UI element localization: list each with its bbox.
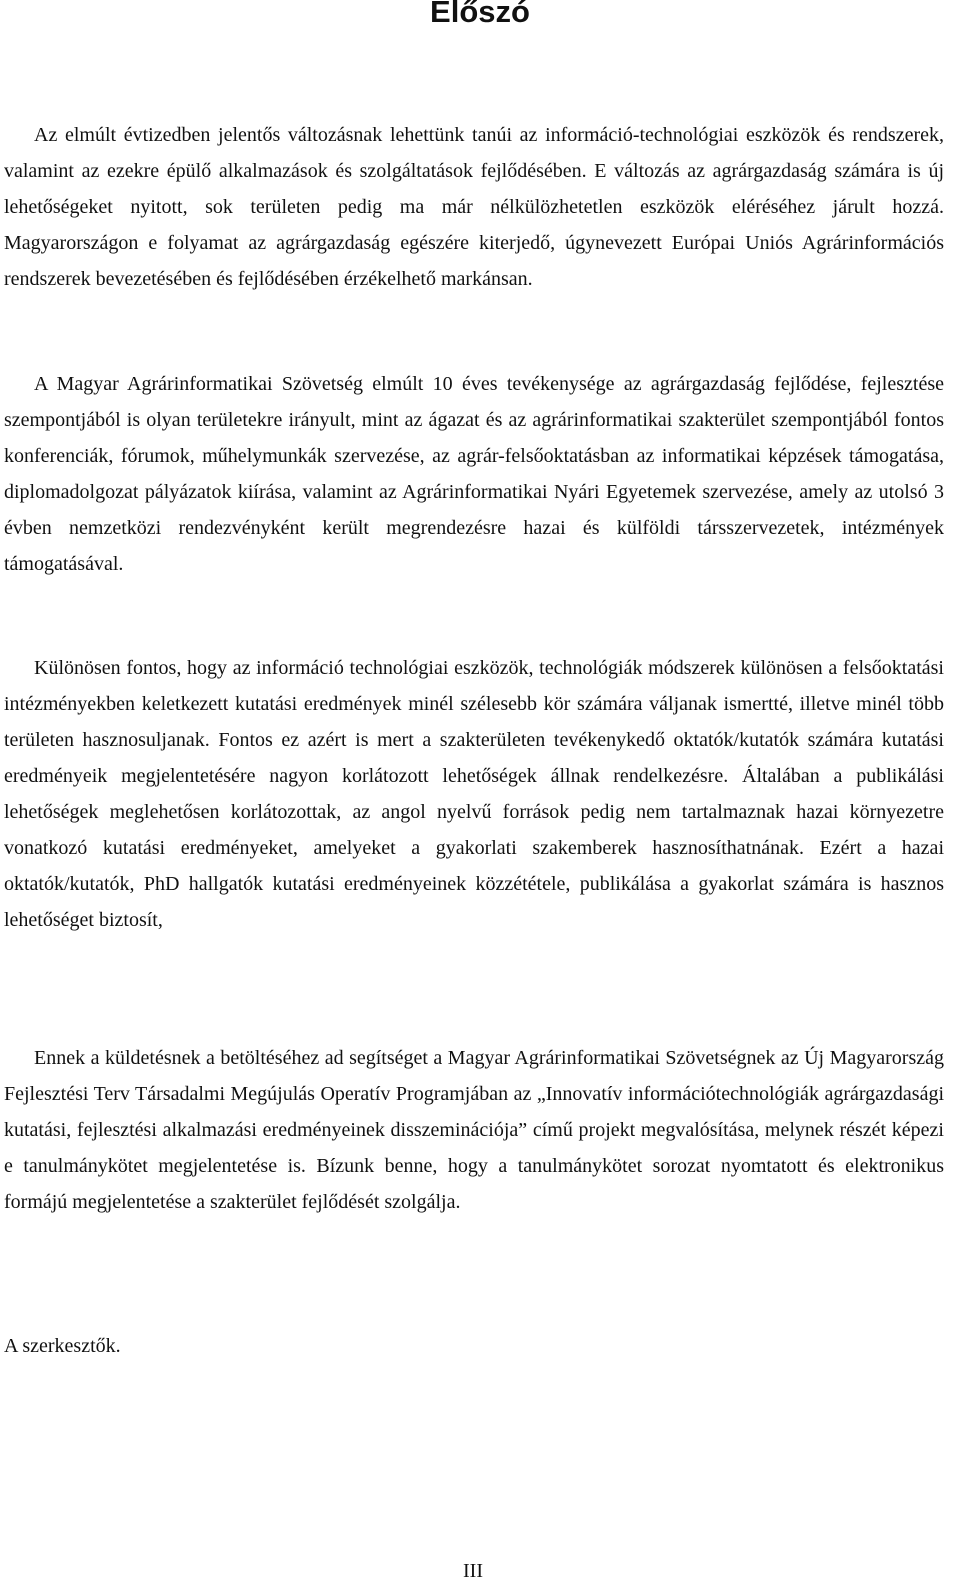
- page-title: Előszó: [430, 0, 530, 29]
- paragraph-importance: Különösen fontos, hogy az információ technológiai eszközök, technológiák módszerek különösen a felsőoktatási intézményekben keletkezett kutatási eredmények minél szélesebb kör számára váljanak ismertté, illetve minél több területen hasznosuljanak. Fontos ez azért is mert a szakterületen tevékenykedő oktatók/kutatók számára kutatási eredményeik megjelentetésére nagyon korlátozott lehetőségek állnak rendelkezésre. Általában a publikálási lehetőségek meglehetősen korlátozottak, az angol nyelvű források pedig nem tartalmaznak hazai környezetre vonatkozó kutatási eredményeket, amelyeket a gyakorlati szakemberek hasznosíthatnának. Ezért a hazai oktatók/kutatók, PhD hallgatók kutatási eredményeinek közzététele, publikálása a gyakorlat számára is hasznos lehetőséget biztosít,: [4, 657, 944, 931]
- signature: A szerkesztők.: [4, 1335, 121, 1357]
- paragraph-association: A Magyar Agrárinformatikai Szövetség elmúlt 10 éves tevékenysége az agrárgazdaság fejlődése, fejlesztése szempontjából is olyan területekre irányult, mint az ágazat és az agrárinformatikai szakterület szempontjából fontos konferenciák, fórumok, műhelymunkák szervezése, az agrár-felsőoktatásban az informatikai képzések támogatása, diplomadolgozat pályázatok kiírása, valamint az Agrárinformatikai Nyári Egyetemek szervezése, amely az utolsó 3 évben nemzetközi rendezvényként került megrendezésre hazai és külföldi társszervezetek, intézmények támogatásával.: [4, 373, 944, 575]
- paragraph-mission: Ennek a küldetésnek a betöltéséhez ad segítséget a Magyar Agrárinformatikai Szövetségnek az Új Magyarország Fejlesztési Terv Társadalmi Megújulás Operatív Programjában az „Innovatív információtechnológiák agrárgazdasági kutatási, fejlesztési alkalmazási eredményeinek disszeminációja” című projekt megvalósítása, melynek részét képezi e tanulmánykötet megjelentetése is. Bízunk benne, hogy a tanulmánykötet sorozat nyomtatott és elektronikus formájú megjelentetése a szakterület fejlődését szolgálja.: [4, 1047, 944, 1213]
- page-number: III: [463, 1560, 483, 1582]
- paragraph-intro: Az elmúlt évtizedben jelentős változásnak lehettünk tanúi az információ-technológiai eszközök és rendszerek, valamint az ezekre épülő alkalmazások és szolgáltatások fejlődésében. E változás az agrárgazdaság számára is új lehetőségeket nyitott, sok területen pedig ma már nélkülözhetetlen eszközök eléréséhez járult hozzá. Magyarországon e folyamat az agrárgazdaság egészére kiterjedő, úgynevezett Európai Uniós Agrárinformációs rendszerek bevezetésében és fejlődésében érzékelhető markánsan.: [4, 124, 944, 290]
